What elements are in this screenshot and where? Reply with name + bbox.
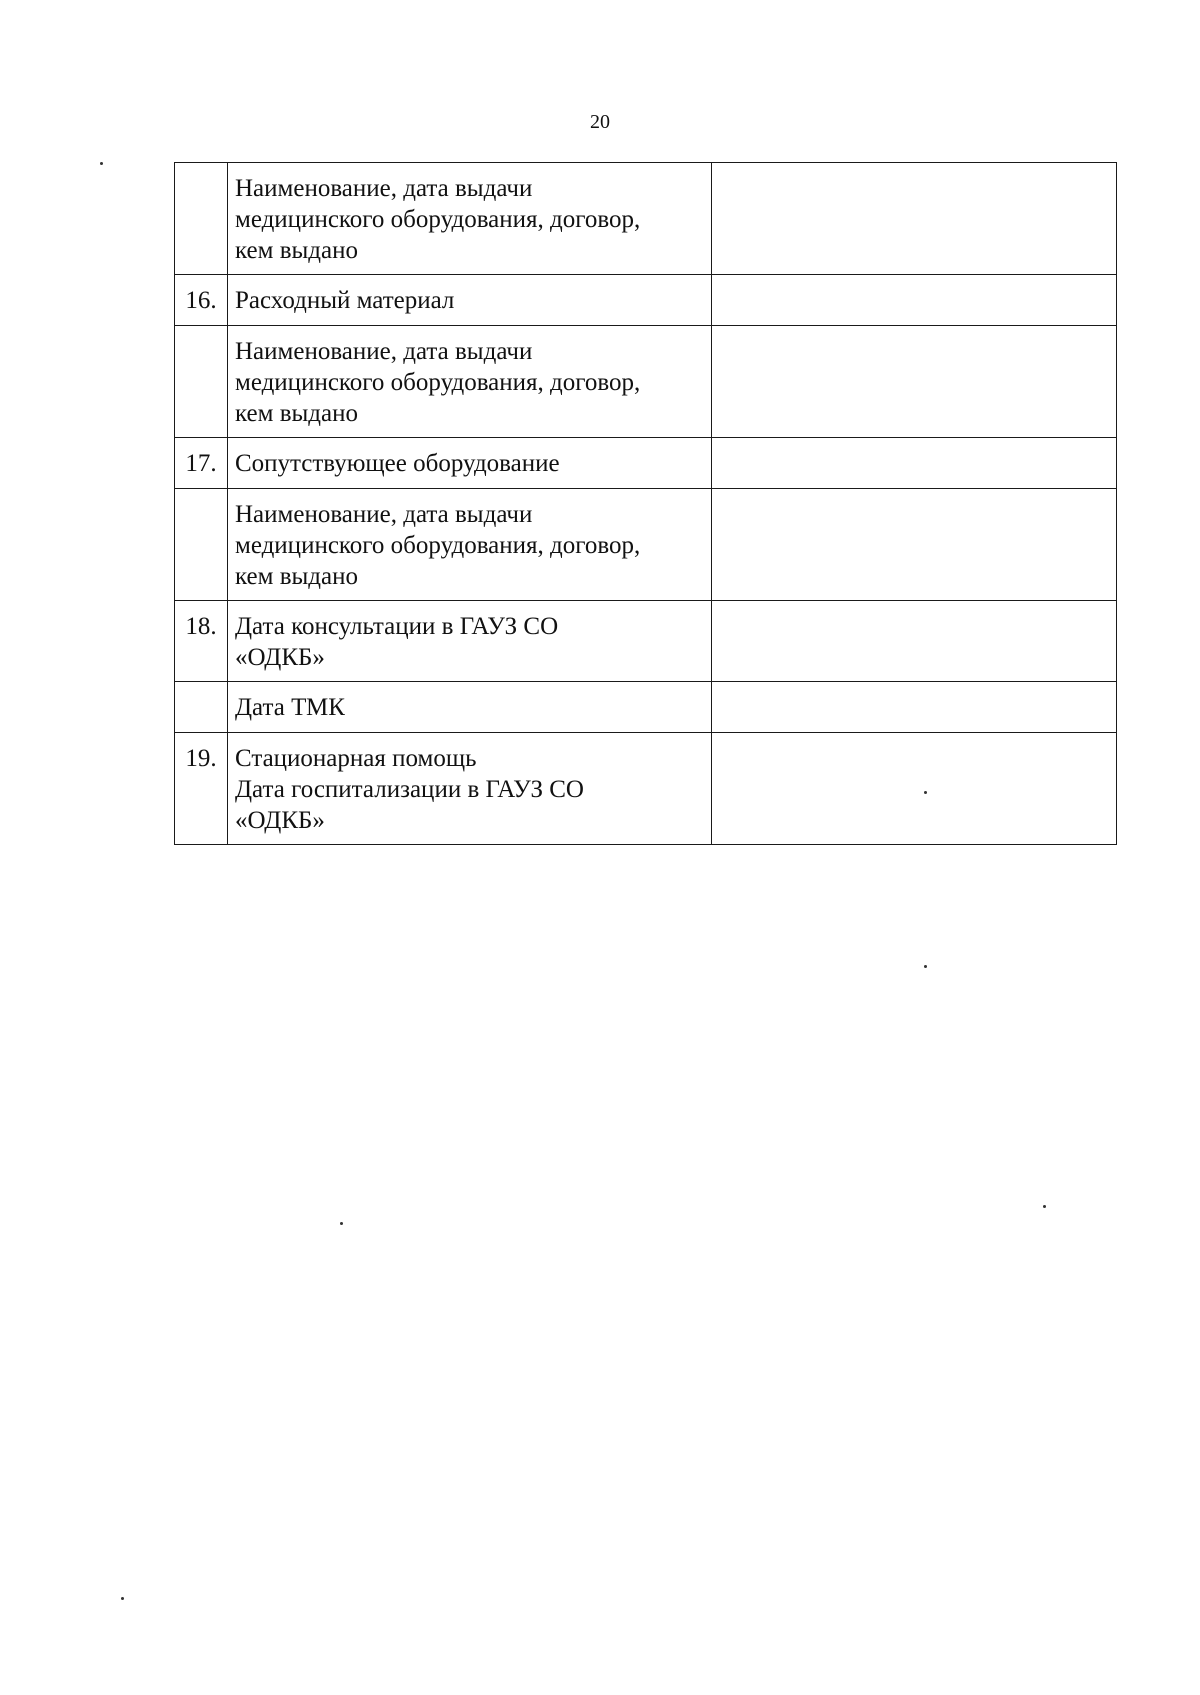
row-value-cell — [712, 438, 1117, 489]
table-row — [175, 438, 1117, 489]
row-value-cell — [712, 163, 1117, 275]
row-number — [175, 682, 228, 733]
row-number — [175, 326, 228, 438]
page-number: 20 — [590, 111, 610, 133]
form-table — [174, 162, 1117, 845]
scan-speck — [340, 1222, 343, 1225]
row-number: 19. — [175, 733, 228, 845]
row-label: Дата ТМК — [228, 682, 712, 733]
table-row — [175, 326, 1117, 438]
row-number — [175, 163, 228, 275]
row-label: Расходный материал — [228, 275, 712, 326]
row-value-cell — [712, 682, 1117, 733]
row-label: Наименование, дата выдачи медицинского оборудования, договор, кем выдано — [228, 326, 712, 438]
row-number: 16. — [175, 275, 228, 326]
row-label: Дата консультации в ГАУЗ СО «ОДКБ» — [228, 601, 712, 682]
scan-speck — [924, 791, 927, 794]
row-label: Сопутствующее оборудование — [228, 438, 712, 489]
table-row — [175, 733, 1117, 845]
scan-speck — [924, 965, 927, 968]
row-number: 17. — [175, 438, 228, 489]
table-row — [175, 275, 1117, 326]
table-row — [175, 489, 1117, 601]
scan-speck — [121, 1597, 124, 1600]
row-value-cell — [712, 275, 1117, 326]
row-value-cell — [712, 733, 1117, 845]
row-number — [175, 489, 228, 601]
row-value-cell — [712, 326, 1117, 438]
table-row — [175, 601, 1117, 682]
row-label: Наименование, дата выдачи медицинского оборудования, договор, кем выдано — [228, 489, 712, 601]
table-row — [175, 682, 1117, 733]
scan-speck — [1043, 1205, 1046, 1208]
row-value-cell — [712, 601, 1117, 682]
scan-speck — [100, 162, 103, 165]
row-label: Стационарная помощь Дата госпитализации в ГАУЗ СО «ОДКБ» — [228, 733, 712, 845]
row-value-cell — [712, 489, 1117, 601]
table-row — [175, 163, 1117, 275]
row-number: 18. — [175, 601, 228, 682]
row-label: Наименование, дата выдачи медицинского оборудования, договор, кем выдано — [228, 163, 712, 275]
